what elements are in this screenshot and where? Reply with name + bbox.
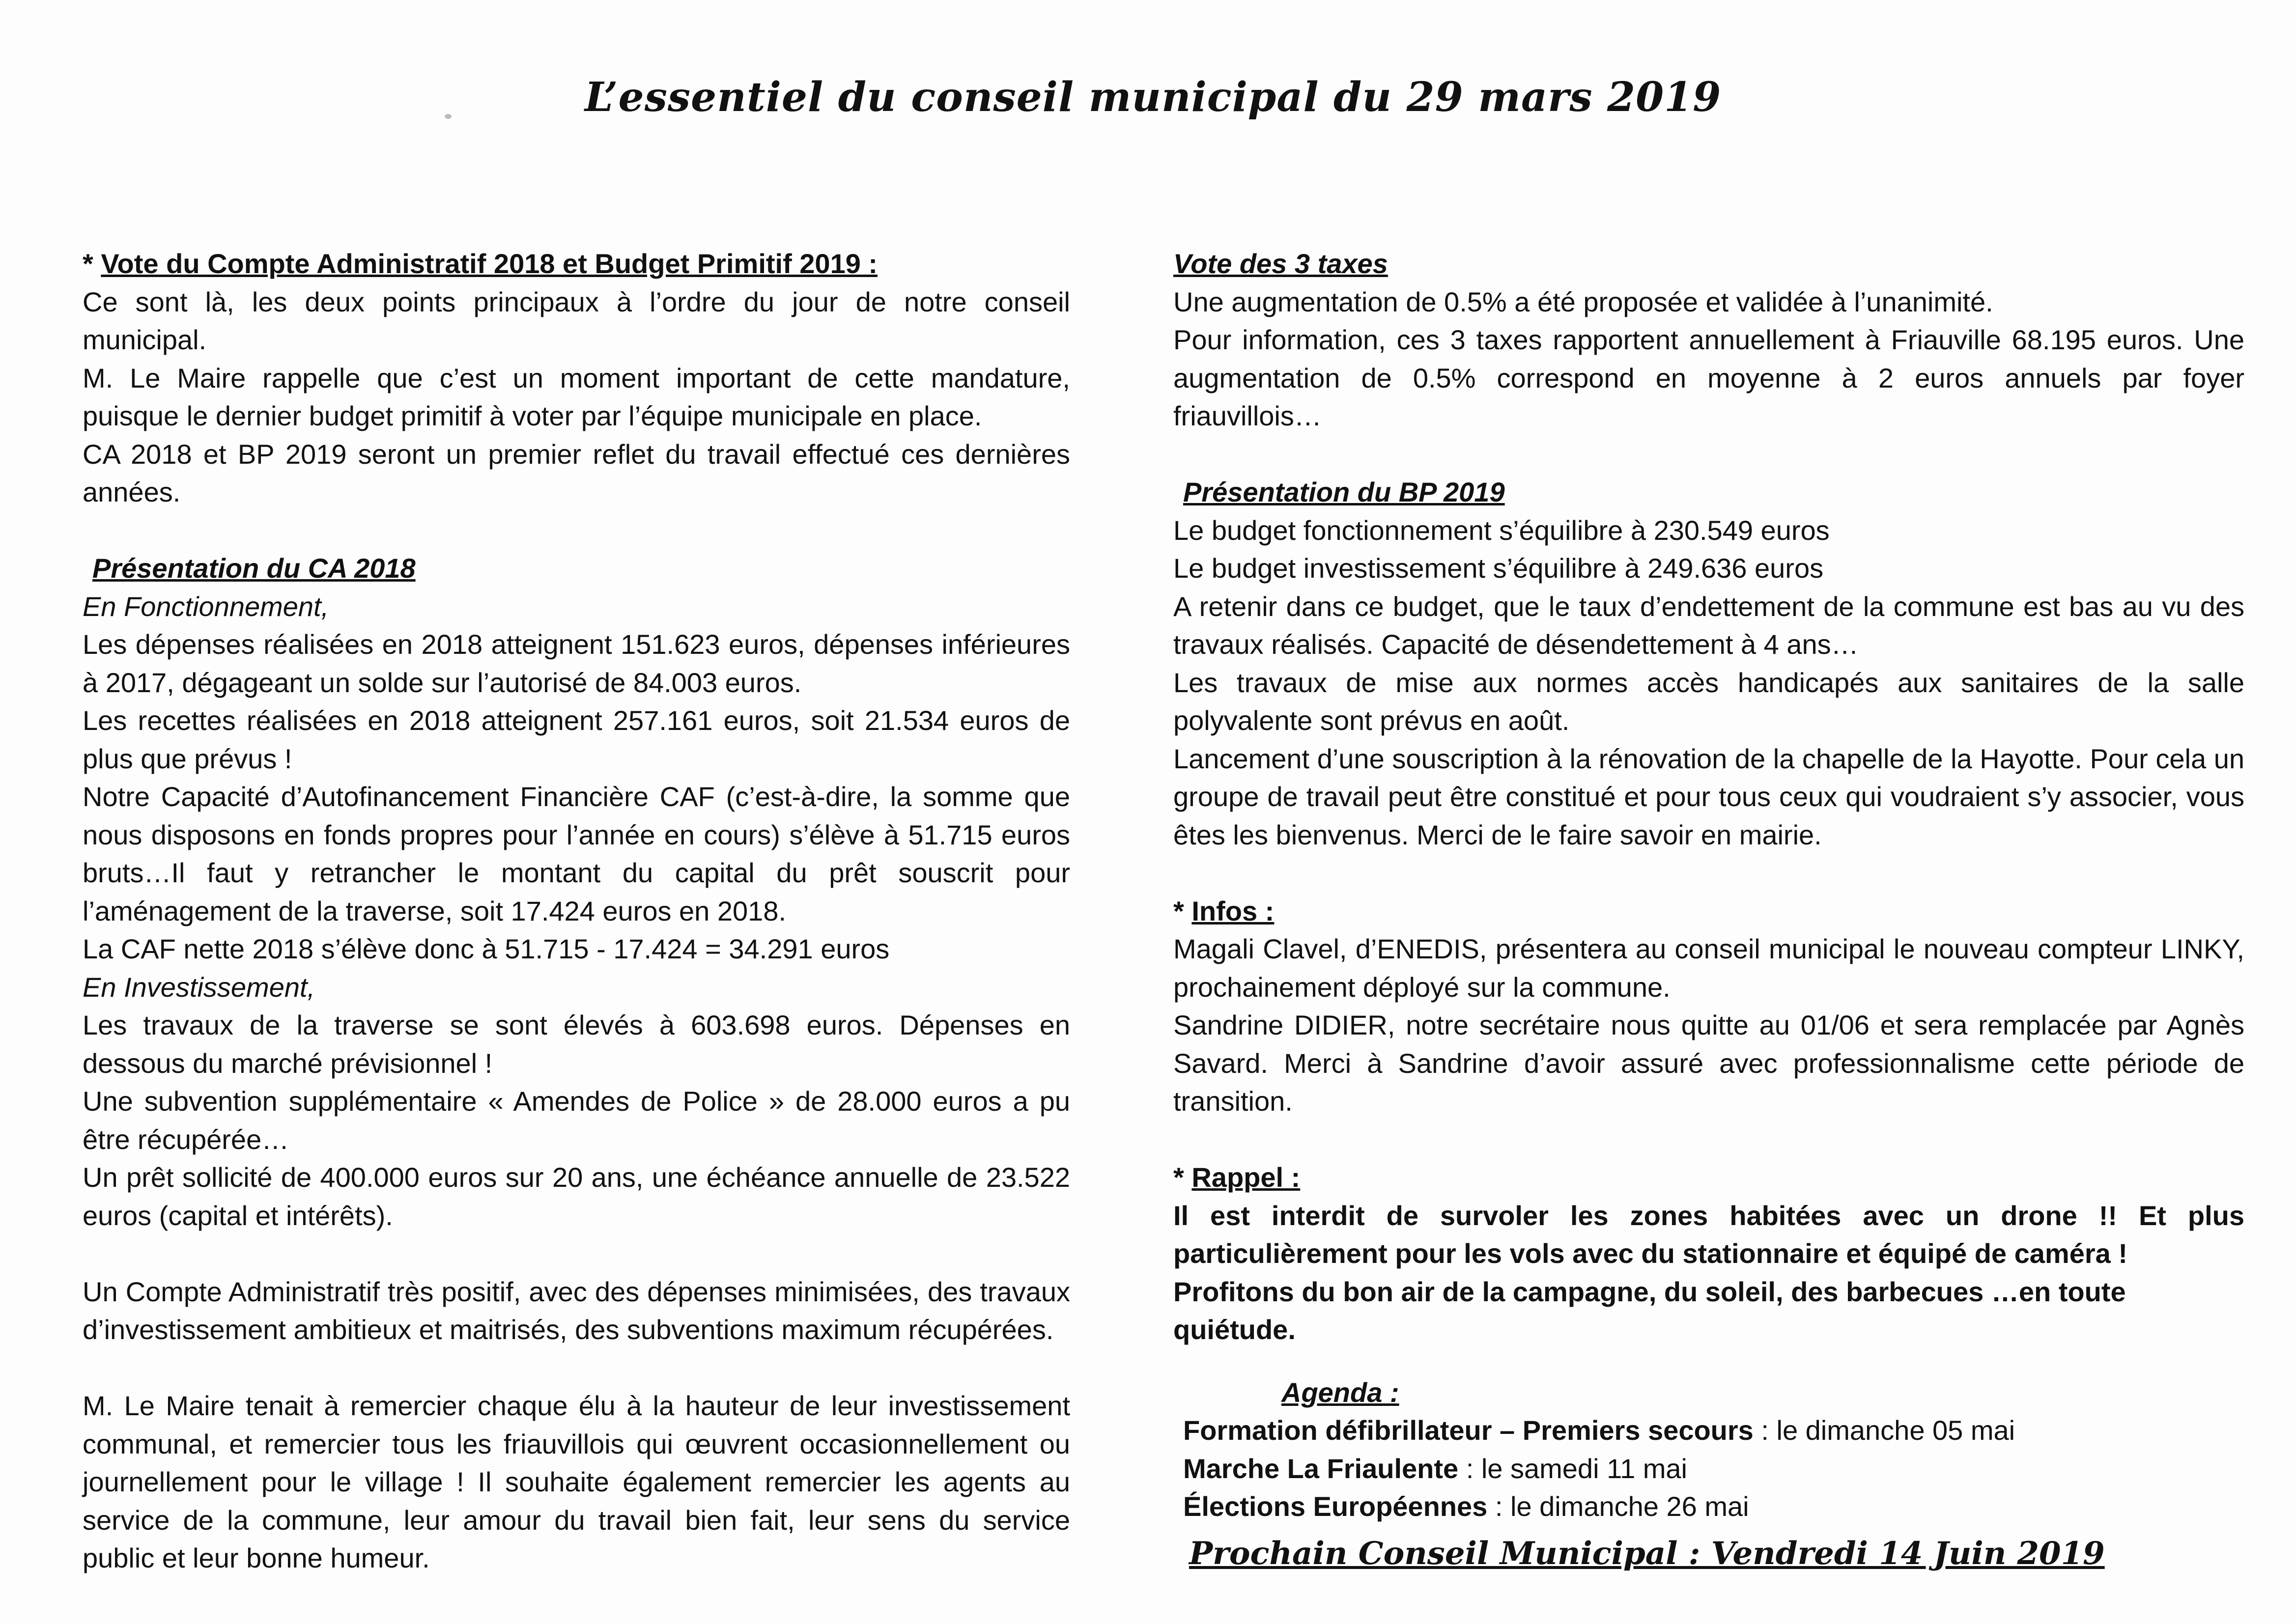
paragraph: Une augmentation de 0.5% a été proposée et validée à l’unanimité. <box>1173 286 1993 317</box>
spacer <box>83 1349 1070 1387</box>
paragraph: Les travaux de la traverse se sont élevés à 603.698 euros. Dépenses en dessous du marché prévisionnel ! <box>83 1009 1070 1079</box>
paragraph: Le budget investissement s’équilibre à 249.636 euros <box>1173 553 1824 584</box>
paragraph-bold: Il est interdit de survoler les zones habitées avec un drone !! Et plus particulièrement pour les vols avec du stationnaire et équipé de caméra ! <box>1173 1200 2244 1269</box>
agenda-item: Marche La Friaulente : le samedi 11 mai <box>1183 1453 1687 1484</box>
agenda-item: Formation défibrillateur – Premiers secours : le dimanche 05 mai <box>1183 1415 2015 1446</box>
paragraph: Ce sont là, les deux points principaux à l’ordre du jour de notre conseil municipal. <box>83 286 1070 355</box>
section-taxes-heading: Vote des 3 taxes <box>1173 248 1388 279</box>
section-vote-heading: * Vote du Compte Administratif 2018 et Budget Primitif 2019 : <box>83 248 878 279</box>
paragraph: Un prêt sollicité de 400.000 euros sur 20 ans, une échéance annuelle de 23.522 euros (capital et intérêts). <box>83 1162 1070 1231</box>
paragraph: CA 2018 et BP 2019 seront un premier reflet du travail effectué ces dernières années. <box>83 438 1070 507</box>
section-bp-heading: Présentation du BP 2019 <box>1183 476 1505 507</box>
paragraph: Notre Capacité d’Autofinancement Financière CAF (c’est-à-dire, la somme que nous disposons en fonds propres pour l’année en cours) s’élève à 51.715 euros bruts…Il faut y retrancher le montant du capital du prêt souscrit pour l’aménagement de la traverse, soit 17.424 euros en 2018. <box>83 781 1070 926</box>
section-ca-heading: Présentation du CA 2018 <box>92 553 416 584</box>
subheading-fonctionnement: En Fonctionnement, <box>83 590 329 622</box>
paragraph: Les recettes réalisées en 2018 atteignent 257.161 euros, soit 21.534 euros de plus que prévus ! <box>83 705 1070 774</box>
paragraph: Le budget fonctionnement s’équilibre à 230.549 euros <box>1173 514 1830 546</box>
spacer <box>1173 1120 2244 1159</box>
next-council-footer: Prochain Conseil Municipal : Vendredi 14 Juin 2019 <box>1189 1535 2105 1572</box>
paragraph: Un Compte Administratif très positif, avec des dépenses minimisées, des travaux d’investissement ambitieux et maitrisés, des subventions maximum récupérées. <box>83 1276 1070 1345</box>
paragraph: Pour information, ces 3 taxes rapportent annuellement à Friauville 68.195 euros. Une augmentation de 0.5% correspond en moyenne à 2 euros annuels par foyer friauvillois… <box>1173 324 2244 431</box>
spacer <box>1173 435 2244 474</box>
page-title: L’essentiel du conseil municipal du 29 mars 2019 <box>585 74 1722 121</box>
agenda-item: Élections Européennes : le dimanche 26 mai <box>1183 1491 1749 1522</box>
paragraph: La CAF nette 2018 s’élève donc à 51.715 - 17.424 = 34.291 euros <box>83 933 890 964</box>
section-rappel-heading: * Rappel : <box>1173 1162 1301 1193</box>
section-agenda-heading: Agenda : <box>1281 1376 1399 1408</box>
left-column <box>83 245 1070 1577</box>
paragraph: Les travaux de mise aux normes accès handicapés aux sanitaires de la salle polyvalente sont prévus en août. <box>1173 667 2244 736</box>
spacer <box>83 511 1070 550</box>
paragraph-bold: Profitons du bon air de la campagne, du soleil, des barbecues …en toute quiétude. <box>1173 1276 2126 1345</box>
paragraph: M. Le Maire rappelle que c’est un moment important de cette mandature, puisque le dernier budget primitif à voter par l’équipe municipale en place. <box>83 362 1070 431</box>
subheading-investissement: En Investissement, <box>83 971 315 1003</box>
section-infos-heading: * Infos : <box>1173 895 1275 926</box>
paragraph: A retenir dans ce budget, que le taux d’endettement de la commune est bas au vu des travaux réalisés. Capacité de désendettement à 4 ans… <box>1173 590 2244 660</box>
scan-speck <box>445 114 452 119</box>
spacer <box>83 1234 1070 1273</box>
spacer <box>1173 1349 2244 1373</box>
paragraph: Magali Clavel, d’ENEDIS, présentera au conseil municipal le nouveau compteur LINKY, prochainement déployé sur la commune. <box>1173 933 2244 1003</box>
paragraph: Sandrine DIDIER, notre secrétaire nous quitte au 01/06 et sera remplacée par Agnès Savard. Merci à Sandrine d’avoir assuré avec professionnalisme cette période de transition. <box>1173 1009 2244 1117</box>
spacer <box>1173 854 2244 892</box>
paragraph: Une subvention supplémentaire « Amendes de Police » de 28.000 euros a pu être récupérée… <box>83 1086 1070 1155</box>
paragraph: Les dépenses réalisées en 2018 atteignent 151.623 euros, dépenses inférieures à 2017, dégageant un solde sur l’autorisé de 84.003 euros. <box>83 629 1070 698</box>
paragraph: M. Le Maire tenait à remercier chaque élu à la hauteur de leur investissement communal, et remercier tous les friauvillois qui œuvrent occasionnellement ou journellement pour le village ! Il souhaite également remercier les agents au service de la commune, leur amour du travail bien fait, leur sens du service public et leur bonne humeur. <box>83 1390 1070 1573</box>
paragraph: Lancement d’une souscription à la rénovation de la chapelle de la Hayotte. Pour cela un groupe de travail peut être constitué et pour tous ceux qui voudraient s’y associer, vous êtes les bienvenus. Merci de le faire savoir en mairie. <box>1173 743 2244 850</box>
right-column <box>1173 245 2244 1526</box>
